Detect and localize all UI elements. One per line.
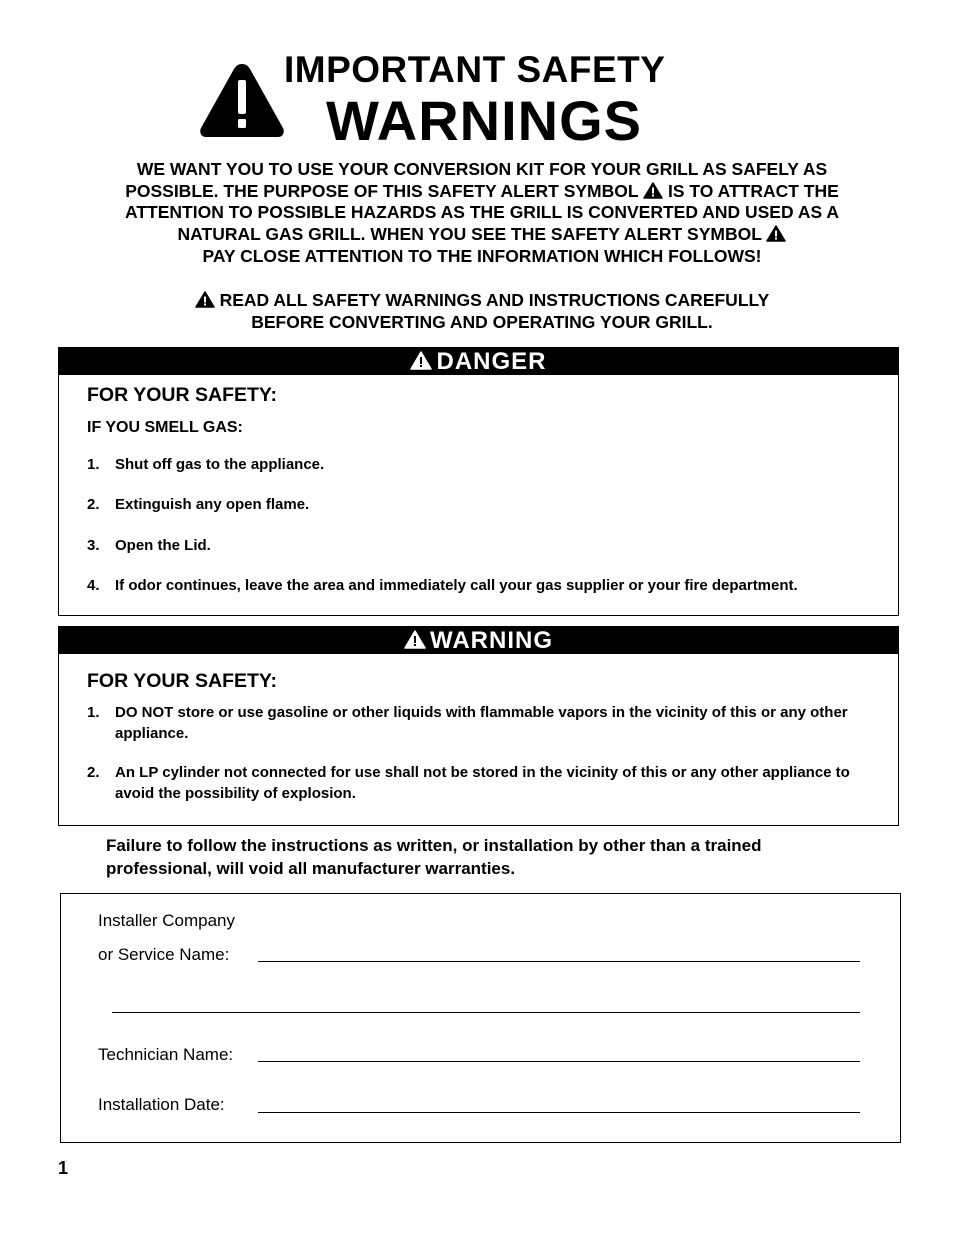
warning-list-item xyxy=(87,763,887,804)
item-text: Open the Lid. xyxy=(115,537,211,554)
intro-line xyxy=(60,224,904,246)
technician-name-field[interactable] xyxy=(258,1061,860,1062)
item-number: 2. xyxy=(87,496,100,513)
installation-date-field[interactable] xyxy=(258,1112,860,1113)
date-label: Installation Date: xyxy=(98,1095,225,1114)
warranty-notice: Failure to follow the instructions as written, or installation by other than a trained professional, will void all manufacturer warranties. xyxy=(106,836,762,878)
intro-paragraph xyxy=(60,159,904,268)
intro-line xyxy=(60,181,904,203)
intro-line: WE WANT YOU TO USE YOUR CONVERSION KIT FOR YOUR GRILL AS SAFELY AS xyxy=(136,159,828,179)
warning-label: WARNING xyxy=(430,627,553,654)
company-name-field[interactable] xyxy=(258,961,860,962)
installer-info-box xyxy=(60,893,901,1143)
item-text: Shut off gas to the appliance. xyxy=(115,456,325,473)
safety-alert-icon xyxy=(643,182,663,199)
warning-header xyxy=(59,627,898,654)
item-number: 2. xyxy=(87,764,100,781)
company-name-field-extra[interactable] xyxy=(112,1012,860,1013)
warning-triangle-icon xyxy=(198,60,286,140)
safety-alert-icon xyxy=(766,225,786,242)
item-number: 3. xyxy=(87,537,100,554)
danger-list-item xyxy=(87,576,887,597)
intro-text: IS TO ATTRACT THE xyxy=(668,180,839,201)
intro-line: ATTENTION TO POSSIBLE HAZARDS AS THE GRILL IS CONVERTED AND USED AS A xyxy=(125,202,839,223)
danger-label: DANGER xyxy=(436,348,547,375)
page-header xyxy=(198,50,718,150)
danger-alert-icon xyxy=(410,351,432,370)
item-number: 1. xyxy=(87,456,100,473)
warning-alert-icon xyxy=(404,630,426,649)
item-text: Extinguish any open flame. xyxy=(115,496,310,513)
item-number: 1. xyxy=(87,704,100,721)
danger-list-item xyxy=(87,495,887,516)
item-text: DO NOT store or use gasoline or other liquids with flammable vapors in the vicinity of this or any other appliance. xyxy=(115,704,848,742)
intro-text: NATURAL GAS GRILL. WHEN YOU SEE THE SAFETY ALERT SYMBOL xyxy=(177,224,762,245)
danger-list-item xyxy=(87,536,887,557)
read-note-text: READ ALL SAFETY WARNINGS AND INSTRUCTIONS CAREFULLY xyxy=(219,290,770,310)
danger-list-item xyxy=(87,455,887,476)
read-instructions-note xyxy=(60,290,904,333)
read-note-line: BEFORE CONVERTING AND OPERATING YOUR GRILL. xyxy=(251,311,713,332)
company-label-line2: or Service Name: xyxy=(98,945,230,964)
page-number: 1 xyxy=(58,1158,69,1178)
intro-text: POSSIBLE. THE PURPOSE OF THIS SAFETY ALERT SYMBOL xyxy=(125,180,639,201)
page-title-line2: WARNINGS xyxy=(326,89,642,152)
company-label-line1: Installer Company xyxy=(98,911,236,930)
danger-title: FOR YOUR SAFETY: xyxy=(87,384,277,406)
danger-header xyxy=(59,348,898,375)
read-note-line xyxy=(60,290,904,312)
item-text: If odor continues, leave the area and immediately call your gas supplier or your fire department. xyxy=(115,577,798,594)
warning-box xyxy=(58,626,899,826)
page-title-line1: IMPORTANT SAFETY xyxy=(284,49,666,90)
safety-alert-icon xyxy=(195,291,215,308)
intro-line: PAY CLOSE ATTENTION TO THE INFORMATION WHICH FOLLOWS! xyxy=(202,245,762,266)
warning-list-item xyxy=(87,703,887,744)
warning-title: FOR YOUR SAFETY: xyxy=(87,670,277,692)
technician-label: Technician Name: xyxy=(98,1045,234,1064)
item-number: 4. xyxy=(87,577,100,594)
item-text: An LP cylinder not connected for use shall not be stored in the vicinity of this or any other appliance to avoid the possibility of explosion. xyxy=(115,764,850,802)
danger-box xyxy=(58,347,899,616)
danger-subtitle: IF YOU SMELL GAS: xyxy=(87,419,243,436)
